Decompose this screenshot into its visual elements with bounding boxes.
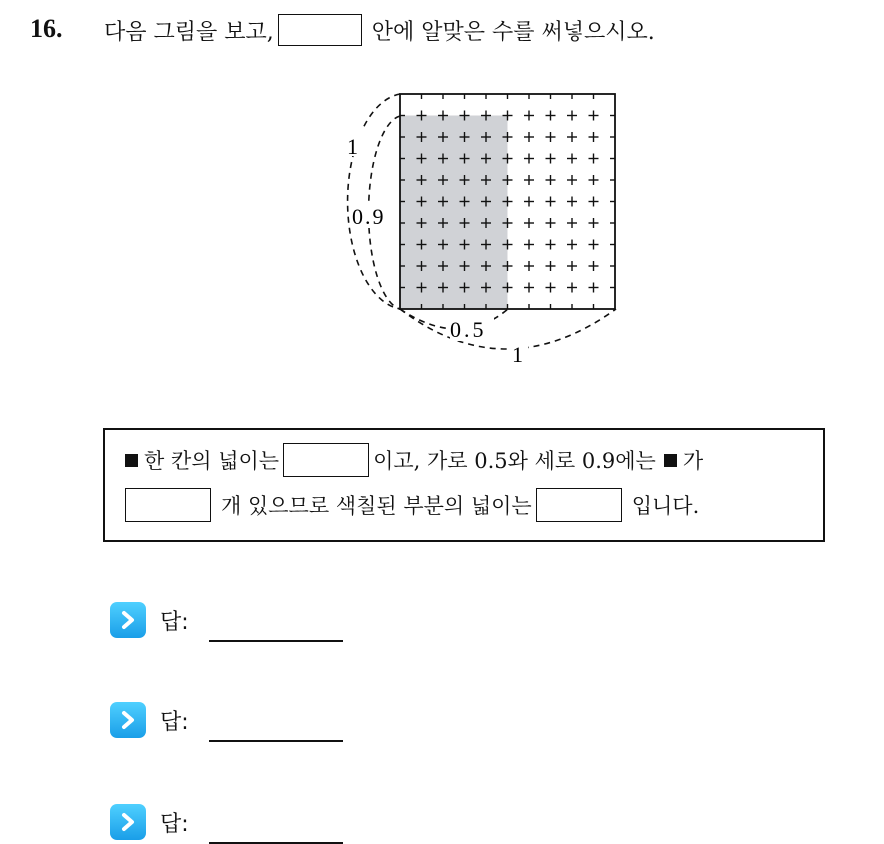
square-symbol [125, 454, 138, 467]
box-text-1b: 이고, 가로 0.5와 세로 0.9에는 [373, 449, 656, 473]
answer-label: 답: [160, 609, 189, 635]
blank-shaded-area[interactable] [536, 488, 622, 522]
square-symbol [664, 454, 677, 467]
box-text-1c: 가 [682, 449, 704, 473]
label-left-inner: 0.9 [352, 204, 386, 229]
grid-layer [400, 94, 615, 309]
label-bottom-outer: 1 [512, 342, 523, 367]
question-text [104, 14, 655, 46]
answer-row-1 [110, 598, 343, 642]
answer-line[interactable] [209, 620, 343, 642]
answer-line[interactable] [209, 720, 343, 742]
question-text-before: 다음 그림을 보고, [104, 19, 274, 45]
question-number: 16. [30, 14, 63, 43]
blank-cell-count[interactable] [125, 488, 211, 522]
box-text-2b: 입니다. [631, 494, 700, 518]
answer-label: 답: [160, 811, 189, 837]
answer-label: 답: [160, 709, 189, 735]
question-text-after: 안에 알맞은 수를 써넣으시오. [371, 19, 655, 45]
arc-left-outer [348, 94, 400, 309]
blank-cell-area[interactable] [283, 443, 369, 477]
label-bottom-inner: 0.5 [450, 317, 487, 342]
shaded-region [400, 116, 508, 310]
box-line-2 [125, 488, 699, 522]
box-text-1a: 한 칸의 넓이는 [144, 449, 280, 473]
arc-bottom-outer [400, 309, 616, 349]
question-blank[interactable] [278, 14, 362, 46]
explanation-box [103, 428, 825, 542]
chevron-right-icon [110, 702, 146, 738]
box-line-1 [125, 443, 703, 477]
answer-line[interactable] [209, 822, 343, 844]
label-left-outer: 1 [347, 134, 358, 159]
box-text-2a: 개 있으므로 색칠된 부분의 넓이는 [221, 494, 532, 518]
chevron-right-icon [110, 602, 146, 638]
answer-row-3 [110, 800, 343, 844]
grid-figure [330, 84, 630, 369]
chevron-right-icon [110, 804, 146, 840]
answer-row-2 [110, 698, 343, 742]
